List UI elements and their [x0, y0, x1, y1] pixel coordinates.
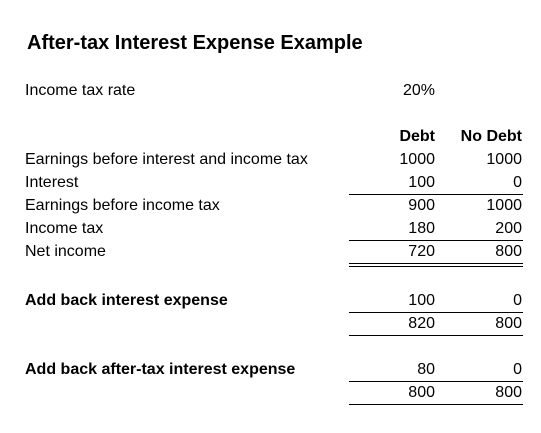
cell-add-back-after-tax-total-no-debt: 800	[495, 384, 522, 401]
cell-ebt-no-debt: 1000	[486, 197, 522, 214]
double-rule-no-debt-top	[436, 263, 523, 264]
cell-ebit-no-debt: 1000	[486, 151, 522, 168]
cell-add-back-interest-debt: 100	[408, 292, 435, 309]
double-rule-debt-bottom	[349, 266, 436, 267]
subtotal-rule-no-debt	[436, 381, 523, 382]
subtotal-rule-debt	[349, 240, 436, 241]
total-rule-debt	[349, 404, 436, 405]
row-label-income-tax: Income tax	[25, 220, 104, 237]
cell-income-tax-no-debt: 200	[495, 220, 522, 237]
total-rule-debt	[349, 335, 436, 336]
column-header-no-debt: No Debt	[460, 128, 522, 145]
cell-net-income-debt: 720	[408, 243, 435, 260]
tax-rate-label: Income tax rate	[25, 82, 136, 99]
row-label-add-back-interest: Add back interest expense	[25, 292, 228, 309]
cell-ebit-debt: 1000	[399, 151, 435, 168]
column-header-debt: Debt	[399, 128, 435, 145]
page-title: After-tax Interest Expense Example	[27, 32, 363, 54]
cell-ebt-debt: 900	[408, 197, 435, 214]
subtotal-rule-debt	[349, 194, 436, 195]
row-label-ebt: Earnings before income tax	[25, 197, 220, 214]
subtotal-rule-no-debt	[436, 240, 523, 241]
cell-interest-debt: 100	[408, 174, 435, 191]
row-label-add-back-after-tax: Add back after-tax interest expense	[25, 361, 296, 378]
cell-add-back-interest-total-no-debt: 800	[495, 315, 522, 332]
cell-add-back-after-tax-total-debt: 800	[408, 384, 435, 401]
subtotal-rule-no-debt	[436, 194, 523, 195]
double-rule-no-debt-bottom	[436, 266, 523, 267]
cell-net-income-no-debt: 800	[495, 243, 522, 260]
total-rule-no-debt	[436, 335, 523, 336]
cell-interest-no-debt: 0	[513, 174, 522, 191]
subtotal-rule-debt	[349, 312, 436, 313]
total-rule-no-debt	[436, 404, 523, 405]
tax-rate-value: 20%	[402, 82, 435, 99]
subtotal-rule-debt	[349, 381, 436, 382]
row-label-net-income: Net income	[25, 243, 106, 260]
row-label-ebit: Earnings before interest and income tax	[25, 151, 308, 168]
cell-add-back-interest-no-debt: 0	[513, 292, 522, 309]
cell-add-back-after-tax-no-debt: 0	[513, 361, 522, 378]
subtotal-rule-no-debt	[436, 312, 523, 313]
cell-income-tax-debt: 180	[408, 220, 435, 237]
cell-add-back-interest-total-debt: 820	[408, 315, 435, 332]
double-rule-debt-top	[349, 263, 436, 264]
cell-add-back-after-tax-debt: 80	[417, 361, 435, 378]
row-label-interest: Interest	[25, 174, 79, 191]
